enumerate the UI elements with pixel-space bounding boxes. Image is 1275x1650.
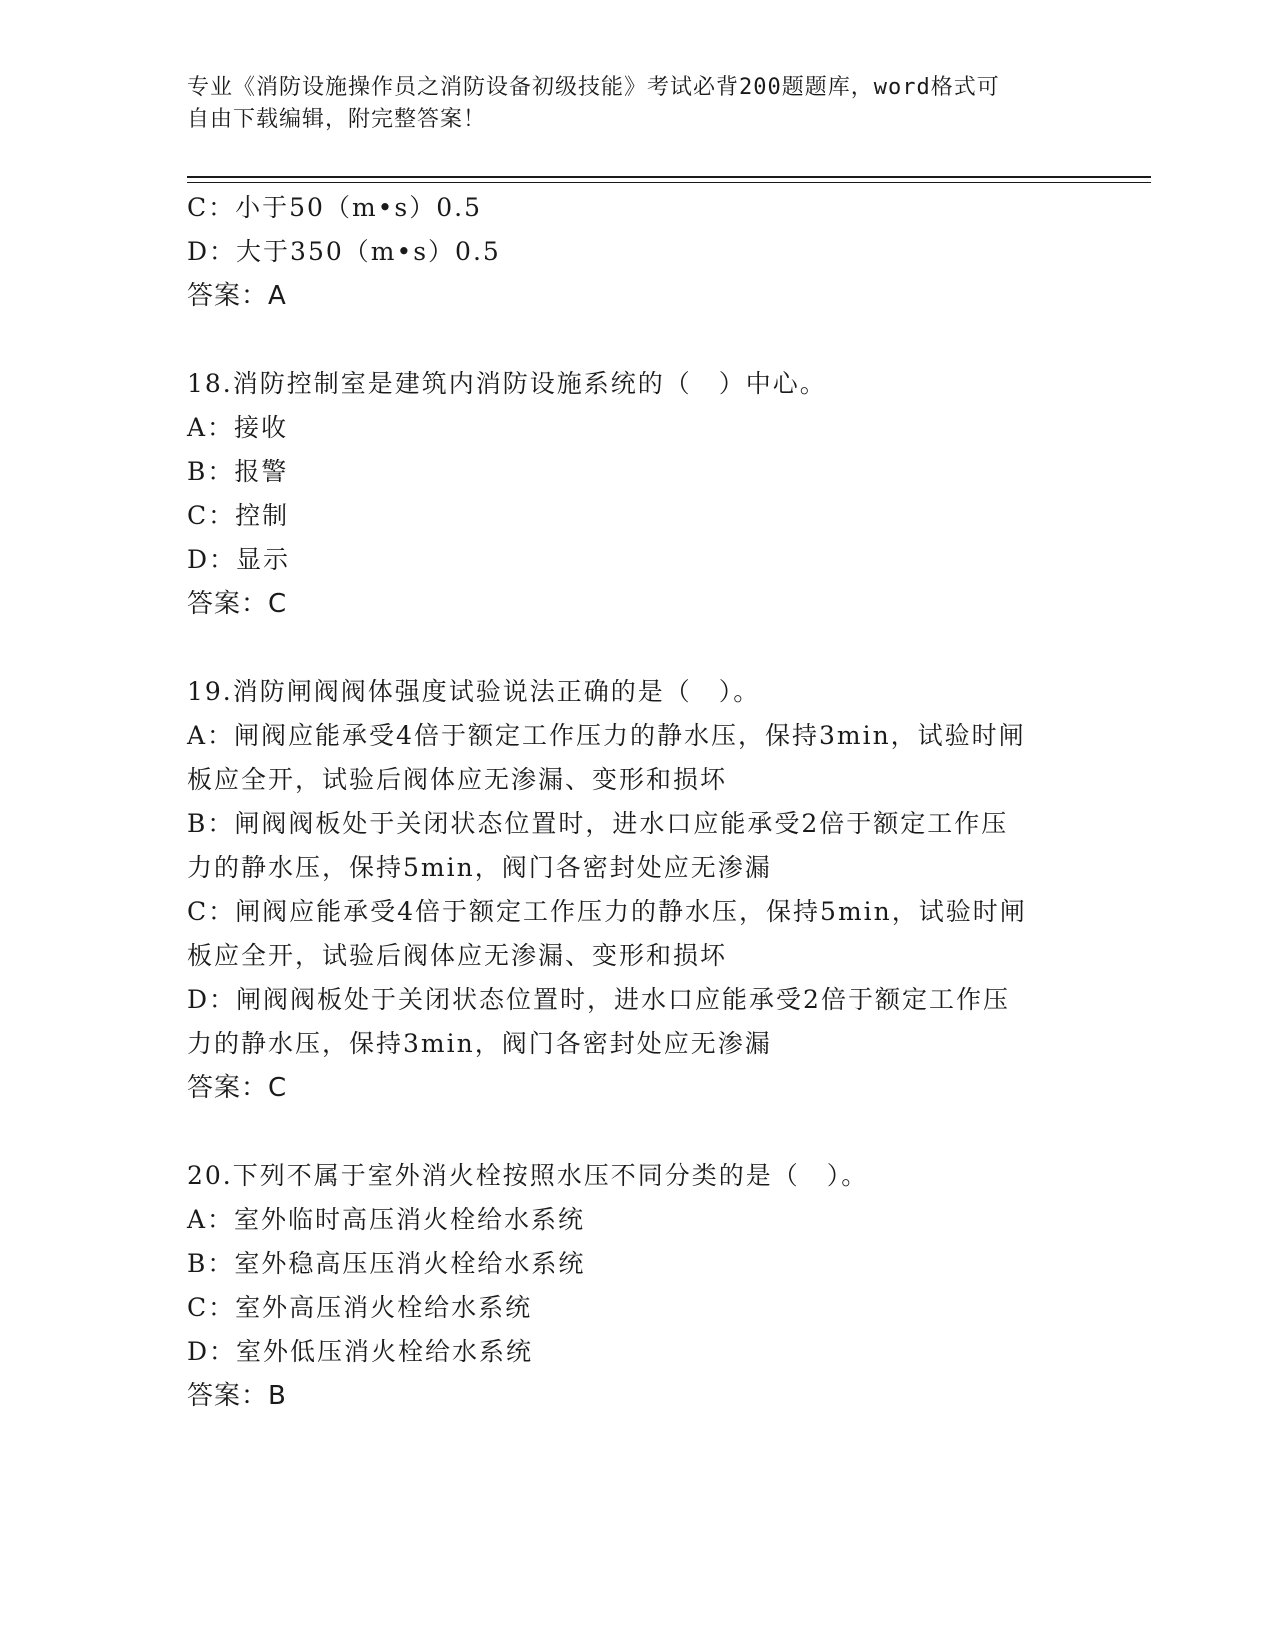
- q19-answer: 答案：C: [187, 1073, 288, 1103]
- q20-question: 20.下列不属于室外消火栓按照水压不同分类的是（ ）。: [187, 1161, 869, 1190]
- q20-option-a: A：室外临时高压消火栓给水系统: [187, 1205, 586, 1234]
- q19-option-d-line1: D：闸阀阀板处于关闭状态位置时，进水口应能承受2倍于额定工作压: [187, 985, 1010, 1014]
- q19-question: 19.消防闸阀阀体强度试验说法正确的是（ ）。: [187, 677, 761, 706]
- q20-answer: 答案：B: [187, 1381, 287, 1411]
- q18-option-c: C：控制: [187, 501, 290, 530]
- q18-option-d: D：显示: [187, 545, 291, 574]
- header-divider-thick: [187, 176, 1151, 178]
- q17-answer: 答案：A: [187, 281, 287, 311]
- q20-option-c: C：室外高压消火栓给水系统: [187, 1293, 533, 1322]
- q19-option-a-line1: A：闸阀应能承受4倍于额定工作压力的静水压，保持3min，试验时闸: [187, 721, 1026, 750]
- q18-question: 18.消防控制室是建筑内消防设施系统的（ ）中心。: [187, 369, 827, 398]
- header-line-2: 自由下载编辑，附完整答案！: [187, 107, 487, 132]
- q17-option-c: C：小于50（m•s）0.5: [187, 193, 482, 222]
- q18-option-b: B：报警: [187, 457, 289, 486]
- q18-option-a: A：接收: [187, 413, 289, 442]
- q19-option-b-line2: 力的静水压，保持5min，阀门各密封处应无渗漏: [187, 853, 772, 882]
- q17-option-d: D：大于350（m•s）0.5: [187, 237, 501, 266]
- q20-option-d: D：室外低压消火栓给水系统: [187, 1337, 534, 1366]
- q19-option-d-line2: 力的静水压，保持3min，阀门各密封处应无渗漏: [187, 1029, 772, 1058]
- q18-answer: 答案：C: [187, 589, 288, 619]
- q19-option-c-line2: 板应全开，试验后阀体应无渗漏、变形和损坏: [187, 941, 728, 970]
- header-line-1: 专业《消防设施操作员之消防设备初级技能》考试必背200题题库，word格式可: [187, 75, 1000, 100]
- q19-option-a-line2: 板应全开，试验后阀体应无渗漏、变形和损坏: [187, 765, 728, 794]
- q20-option-b: B：室外稳高压压消火栓给水系统: [187, 1249, 586, 1278]
- q19-option-c-line1: C：闸阀应能承受4倍于额定工作压力的静水压，保持5min，试验时闸: [187, 897, 1027, 926]
- q19-option-b-line1: B：闸阀阀板处于关闭状态位置时，进水口应能承受2倍于额定工作压: [187, 809, 1009, 838]
- document-header: [187, 72, 1087, 136]
- header-divider-thin: [187, 182, 1151, 183]
